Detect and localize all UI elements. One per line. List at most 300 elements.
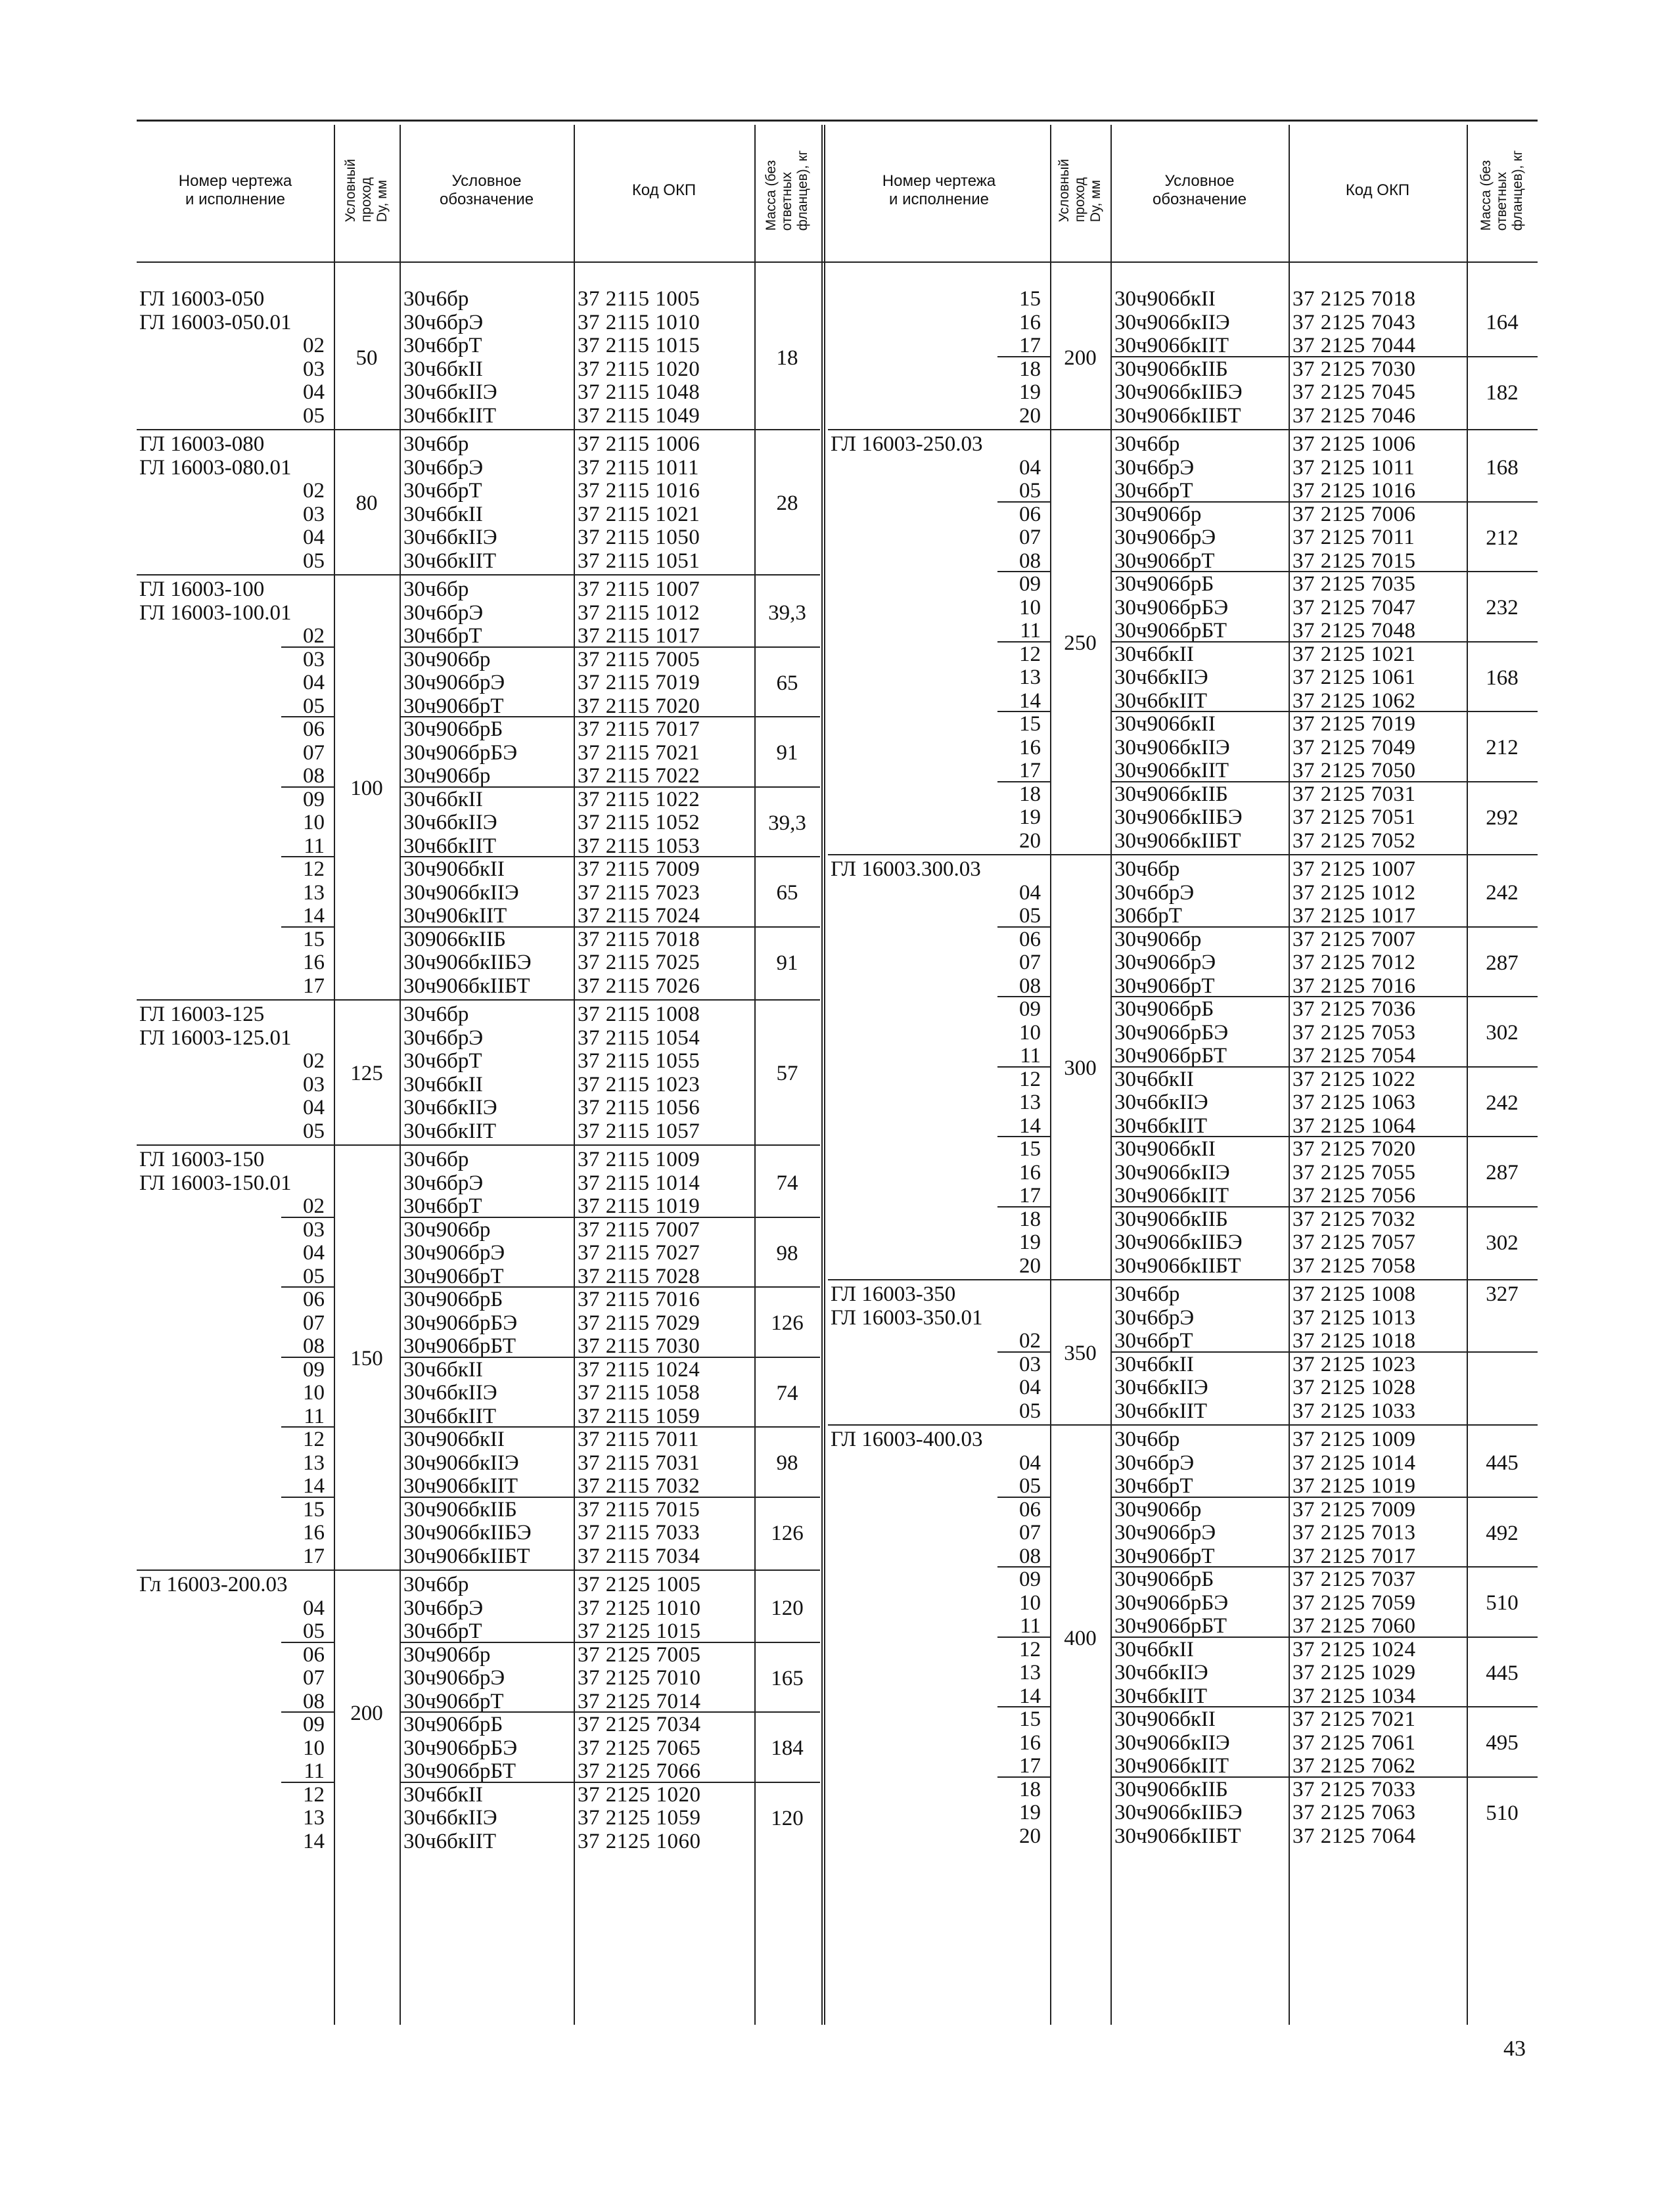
drawing-number: 16	[1019, 735, 1041, 759]
drawing-number: 17	[303, 1544, 325, 1568]
subgroup-separator	[281, 1711, 334, 1713]
drawing-number: 17	[1019, 1184, 1041, 1208]
okp-code: 37 2115 7020	[578, 694, 700, 718]
designation: 30ч6бкII	[403, 787, 483, 811]
mass-value: 57	[776, 1061, 798, 1085]
drawing-number: 11	[304, 834, 325, 858]
designation: 30ч906бкIIБТ	[1114, 828, 1241, 853]
subgroup-separator	[281, 1642, 334, 1643]
header-okp-code: Код ОКП	[631, 181, 697, 199]
okp-code: 37 2115 1010	[578, 310, 700, 334]
mass-value: 212	[1486, 736, 1519, 760]
mass-value: 91	[776, 741, 798, 765]
subgroup-separator	[1110, 1066, 1538, 1068]
designation: 30ч6брЭ	[403, 1026, 484, 1050]
subgroup-separator	[400, 1642, 820, 1643]
drawing-number: 08	[1019, 1544, 1041, 1568]
group-separator	[137, 574, 820, 576]
drawing-number: 02	[303, 479, 325, 503]
okp-code: 37 2115 1050	[578, 526, 700, 549]
designation: 30ч906брБЭ	[1114, 1020, 1229, 1045]
nominal-bore-value: 125	[350, 1061, 383, 1085]
drawing-number: 08	[303, 1334, 325, 1358]
okp-code: 37 2125 7011	[1292, 526, 1415, 549]
okp-code: 37 2125 7062	[1292, 1754, 1416, 1778]
okp-code: 37 2125 7010	[578, 1666, 701, 1690]
drawing-number: 07	[1019, 526, 1041, 549]
designation: 30ч906бкIIБ	[1114, 1777, 1228, 1801]
mass-value: 74	[776, 1171, 798, 1196]
drawing-number: 05	[303, 1119, 325, 1143]
group-separator	[137, 999, 820, 1001]
drawing-number: 02	[303, 1194, 325, 1218]
nominal-bore-value: 100	[350, 776, 383, 800]
drawing-number: 14	[1019, 1114, 1041, 1138]
drawing-number: ГЛ 16003-150.01	[139, 1171, 292, 1195]
designation: 30ч906брБ	[1114, 572, 1214, 596]
drawing-number: 10	[303, 1381, 325, 1405]
mass-value: 445	[1486, 1661, 1519, 1685]
okp-code: 37 2125 1059	[578, 1806, 701, 1830]
designation: 30ч6брЭ	[1114, 1451, 1195, 1475]
subgroup-separator	[997, 1776, 1050, 1778]
okp-code: 37 2125 7036	[1292, 997, 1416, 1021]
designation: 30ч906брБТ	[1114, 619, 1227, 643]
subgroup-separator	[281, 926, 334, 928]
subgroup-separator	[1110, 1351, 1538, 1353]
designation: 30ч906брЭ	[403, 1666, 505, 1690]
okp-code: 37 2125 1020	[578, 1782, 701, 1807]
okp-code: 37 2125 7037	[1292, 1568, 1416, 1591]
okp-code: 37 2125 7043	[1292, 310, 1416, 334]
drawing-number: 11	[304, 1404, 325, 1428]
subgroup-separator	[281, 1426, 334, 1428]
designation: 30ч906бкIIБЭ	[1114, 380, 1243, 404]
drawing-number: 08	[303, 764, 325, 788]
nominal-bore-value: 200	[1064, 346, 1097, 370]
mass-value: 242	[1486, 881, 1519, 905]
drawing-number: 17	[303, 974, 325, 998]
okp-code: 37 2125 7055	[1292, 1160, 1416, 1185]
subgroup-separator	[281, 716, 334, 717]
mass-value: 168	[1486, 666, 1519, 690]
okp-code: 37 2125 7014	[578, 1689, 701, 1713]
designation: 30ч906бкIIБТ	[403, 974, 530, 998]
okp-code: 37 2115 7026	[578, 974, 700, 998]
drawing-number: 13	[303, 1806, 325, 1830]
drawing-number: 16	[1019, 1730, 1041, 1755]
drawing-number: 04	[303, 526, 325, 549]
subgroup-separator	[281, 856, 334, 857]
half-divider	[821, 125, 825, 2025]
nominal-bore-value: 350	[1064, 1341, 1097, 1365]
drawing-number: 09	[1019, 997, 1041, 1021]
mass-value: 327	[1486, 1282, 1519, 1306]
designation: 30ч6бкIIЭ	[1114, 1376, 1208, 1399]
designation: 30ч906брЭ	[1114, 1521, 1216, 1545]
subgroup-separator	[400, 1711, 820, 1713]
column-divider	[1110, 125, 1112, 2025]
okp-code: 37 2125 7045	[1292, 380, 1416, 404]
designation: 30ч906брБ	[403, 1713, 503, 1736]
okp-code: 37 2115 7023	[578, 880, 700, 905]
nominal-bore-value: 250	[1064, 631, 1097, 655]
designation: 30ч906бкIIБТ	[1114, 1824, 1241, 1848]
designation: 30ч6бр	[1114, 1428, 1180, 1451]
drawing-number: 12	[1019, 1067, 1041, 1091]
drawing-number: 17	[1019, 334, 1041, 357]
designation: 30ч6бкII	[403, 357, 483, 381]
mass-value: 445	[1486, 1451, 1519, 1476]
subgroup-separator	[997, 1566, 1050, 1568]
nominal-bore-value: 400	[1064, 1626, 1097, 1650]
drawing-number: 05	[303, 694, 325, 718]
okp-code: 37 2125 1018	[1292, 1329, 1416, 1353]
okp-code: 37 2125 1021	[1292, 642, 1416, 666]
okp-code: 37 2125 7050	[1292, 759, 1416, 782]
okp-code: 37 2115 7034	[578, 1544, 700, 1568]
column-divider	[574, 125, 575, 2025]
drawing-number: 11	[1020, 1044, 1041, 1068]
header-drawing-number: Номер чертежа и исполнение	[882, 172, 996, 208]
subgroup-separator	[1110, 571, 1538, 572]
drawing-number: 15	[1019, 1137, 1041, 1161]
okp-code: 37 2125 7032	[1292, 1207, 1416, 1231]
okp-code: 37 2115 7018	[578, 927, 700, 951]
designation: 30ч6бкIIТ	[403, 1829, 497, 1853]
drawing-number: 04	[303, 1596, 325, 1620]
okp-code: 37 2125 7054	[1292, 1044, 1416, 1068]
group-separator	[137, 1569, 820, 1571]
subgroup-separator	[281, 786, 334, 788]
okp-code: 37 2115 1057	[578, 1119, 700, 1143]
designation: 30ч906брБЭ	[1114, 1591, 1229, 1615]
drawing-number: 19	[1019, 805, 1041, 829]
designation: 306брТ	[1114, 904, 1182, 928]
designation: 30ч6бкIIЭ	[1114, 666, 1208, 689]
designation: 30ч906брТ	[403, 1689, 504, 1713]
designation: 30ч6бкIIТ	[403, 403, 497, 428]
designation: 30ч906бкIIБЭ	[1114, 1801, 1243, 1824]
subgroup-separator	[281, 1286, 334, 1288]
designation: 30ч6бр	[1114, 1282, 1180, 1306]
header-okp-code: Код ОКП	[1345, 181, 1410, 199]
designation: 30ч906брБТ	[1114, 1044, 1227, 1068]
designation: 30ч6бр	[403, 1573, 469, 1596]
okp-code: 37 2115 1011	[578, 455, 700, 480]
mass-value: 302	[1486, 1230, 1519, 1255]
drawing-number: 14	[303, 1474, 325, 1498]
designation: 30ч906брЭ	[403, 1241, 505, 1265]
drawing-number: 15	[303, 1497, 325, 1522]
okp-code: 37 2115 1021	[578, 502, 700, 526]
okp-code: 37 2115 7029	[578, 1311, 700, 1335]
drawing-number: 13	[1019, 666, 1041, 689]
drawing-number: 20	[1019, 1253, 1041, 1278]
drawing-number: ГЛ 16003.300.03	[831, 857, 981, 881]
subgroup-separator	[400, 646, 820, 648]
mass-value: 91	[776, 951, 798, 975]
drawing-number: ГЛ 16003-250.03	[831, 432, 983, 456]
okp-code: 37 2125 1017	[1292, 904, 1416, 928]
okp-code: 37 2125 1005	[578, 1573, 701, 1596]
designation: 30ч6бр	[403, 432, 469, 456]
drawing-number: 03	[303, 1072, 325, 1096]
okp-code: 37 2115 7005	[578, 647, 700, 671]
okp-code: 37 2115 1005	[578, 287, 700, 311]
okp-code: 37 2115 1020	[578, 357, 700, 381]
okp-code: 37 2115 1049	[578, 403, 700, 428]
drawing-number: 08	[1019, 974, 1041, 998]
subgroup-separator	[1110, 1566, 1538, 1568]
drawing-number: 12	[1019, 1637, 1041, 1661]
okp-code: 37 2115 1019	[578, 1194, 700, 1218]
mass-value: 98	[776, 1241, 798, 1265]
group-separator	[137, 1144, 820, 1146]
okp-code: 37 2125 7066	[578, 1759, 701, 1783]
designation: 30ч906бр	[1114, 1497, 1202, 1522]
nominal-bore-value: 80	[355, 491, 378, 515]
okp-code: 37 2115 7019	[578, 671, 700, 694]
mass-value: 292	[1486, 805, 1519, 830]
drawing-number: 04	[1019, 880, 1041, 905]
subgroup-separator	[997, 1136, 1050, 1137]
designation: 30ч6брТ	[403, 1194, 482, 1218]
okp-code: 37 2125 7047	[1292, 595, 1416, 620]
designation: 30ч6бр	[403, 1148, 469, 1171]
drawing-number: 06	[303, 717, 325, 741]
subgroup-separator	[997, 1636, 1050, 1638]
drawing-number: 06	[303, 1642, 325, 1667]
drawing-number: 06	[1019, 927, 1041, 951]
drawing-number: 04	[1019, 1376, 1041, 1399]
drawing-number: 05	[303, 403, 325, 428]
mass-value: 168	[1486, 456, 1519, 480]
designation: 30ч6бкIIЭ	[403, 380, 497, 404]
drawing-number: 05	[303, 1619, 325, 1643]
drawing-number: 18	[1019, 1777, 1041, 1801]
okp-code: 37 2115 1008	[578, 1003, 700, 1026]
designation: 30ч906брБ	[403, 717, 503, 741]
subgroup-separator	[1110, 711, 1538, 712]
subgroup-separator	[1110, 356, 1538, 357]
drawing-number: ГЛ 16003-100.01	[139, 600, 292, 625]
designation: 30ч906бр	[1114, 502, 1202, 526]
designation: 30ч906бкIIТ	[1114, 1754, 1229, 1778]
okp-code: 37 2115 7011	[578, 1428, 700, 1451]
okp-code: 37 2115 7030	[578, 1334, 700, 1358]
mass-value: 184	[771, 1736, 804, 1761]
designation: 30ч6бкIIТ	[1114, 1399, 1208, 1423]
designation: 30ч906брБЭ	[403, 1736, 518, 1760]
designation: 30ч6брЭ	[403, 455, 484, 480]
drawing-number: 07	[303, 740, 325, 765]
mass-value: 510	[1486, 1591, 1519, 1615]
designation: 30ч906брТ	[403, 694, 504, 718]
designation: 30ч6бкIIЭ	[1114, 1661, 1208, 1684]
okp-code: 37 2125 7020	[1292, 1137, 1416, 1161]
okp-code: 37 2115 1059	[578, 1404, 700, 1428]
designation: 30ч6брЭ	[403, 1171, 484, 1195]
okp-code: 37 2115 1053	[578, 834, 700, 858]
designation: 30ч6бкIIТ	[1114, 1684, 1208, 1708]
drawing-number: 05	[1019, 1474, 1041, 1498]
drawing-number: 03	[303, 647, 325, 671]
designation: 30ч6бкIIЭ	[403, 1806, 497, 1830]
designation: 30ч6бкII	[1114, 1067, 1194, 1091]
subgroup-separator	[997, 356, 1050, 357]
page-number: 43	[1503, 2037, 1526, 2061]
drawing-number: 11	[1020, 619, 1041, 643]
subgroup-separator	[1110, 1636, 1538, 1638]
drawing-number: 08	[1019, 549, 1041, 573]
designation: 30ч906бкIIЭ	[1114, 735, 1230, 759]
subgroup-separator	[997, 571, 1050, 572]
drawing-number: 12	[303, 857, 325, 881]
designation: 30ч906брТ	[403, 1264, 504, 1288]
okp-code: 37 2125 7056	[1292, 1184, 1416, 1208]
subgroup-separator	[1110, 996, 1538, 997]
okp-code: 37 2125 1016	[1292, 479, 1416, 503]
mass-value: 74	[776, 1381, 798, 1405]
designation: 30ч906брТ	[1114, 549, 1215, 573]
drawing-number: 03	[303, 502, 325, 526]
okp-code: 37 2115 7021	[578, 740, 700, 765]
drawing-number: 19	[1019, 380, 1041, 404]
okp-code: 37 2115 7015	[578, 1497, 700, 1522]
designation: 30ч906бкII	[403, 857, 505, 881]
okp-code: 37 2125 1009	[1292, 1428, 1416, 1451]
designation: 30ч906бкIIБЭ	[1114, 1230, 1243, 1254]
okp-code: 37 2115 7025	[578, 951, 700, 974]
drawing-number: 05	[1019, 1399, 1041, 1423]
okp-code: 37 2115 7009	[578, 857, 700, 881]
okp-code: 37 2125 7063	[1292, 1801, 1416, 1824]
group-separator	[828, 1279, 1538, 1280]
drawing-number: 05	[303, 1264, 325, 1288]
nominal-bore-value: 300	[1064, 1056, 1097, 1080]
drawing-number: ГЛ 16003-125	[139, 1003, 265, 1026]
drawing-number: 13	[303, 1451, 325, 1475]
designation: 30ч6бкIIТ	[1114, 1114, 1208, 1138]
designation: 30ч6бр	[1114, 432, 1180, 456]
okp-code: 37 2115 1022	[578, 787, 700, 811]
designation: 30ч6бкIIТ	[403, 1119, 497, 1143]
valve-specification-table	[137, 120, 1538, 2025]
okp-code: 37 2115 1058	[578, 1381, 700, 1405]
designation: 30ч906бр	[403, 1642, 491, 1667]
drawing-number: 09	[1019, 1568, 1041, 1591]
drawing-number: ГЛ 16003-125.01	[139, 1026, 292, 1050]
subgroup-separator	[1110, 926, 1538, 928]
drawing-number: 18	[1019, 357, 1041, 381]
mass-value: 164	[1486, 311, 1519, 335]
designation: 30ч6брТ	[403, 1619, 482, 1643]
designation: 30ч906бр	[403, 1217, 491, 1242]
designation: 30ч906кIIТ	[403, 904, 507, 928]
designation: 30ч6брЭ	[403, 1596, 484, 1620]
okp-code: 37 2125 1019	[1292, 1474, 1416, 1498]
header-drawing-number: Номер чертежа и исполнение	[178, 172, 292, 208]
drawing-number: 19	[1019, 1801, 1041, 1824]
okp-code: 37 2115 7022	[578, 764, 700, 788]
subgroup-separator	[1110, 1206, 1538, 1208]
designation: 30ч6бр	[1114, 857, 1180, 881]
mass-value: 232	[1486, 596, 1519, 620]
designation: 30ч906бкIIБЭ	[403, 1521, 532, 1545]
okp-code: 37 2125 7058	[1292, 1253, 1416, 1278]
drawing-number: 20	[1019, 1824, 1041, 1848]
designation: 30ч906бкIIБЭ	[403, 951, 532, 974]
okp-code: 37 2115 1051	[578, 549, 700, 573]
header-bottom-rule	[137, 261, 1538, 263]
drawing-number: 12	[303, 1782, 325, 1807]
designation: 30ч906бкII	[1114, 1137, 1216, 1161]
drawing-number: 15	[1019, 1707, 1041, 1731]
designation: 30ч906брБТ	[1114, 1614, 1227, 1638]
mass-value: 182	[1486, 380, 1519, 405]
designation: 30ч906бкII	[1114, 287, 1216, 311]
okp-code: 37 2125 1008	[1292, 1282, 1416, 1306]
drawing-number: 02	[303, 1049, 325, 1073]
designation: 30ч906бкIIЭ	[403, 880, 519, 905]
okp-code: 37 2115 1009	[578, 1148, 700, 1171]
okp-code: 37 2125 1024	[1292, 1637, 1416, 1661]
drawing-number: 10	[1019, 1591, 1041, 1615]
okp-code: 37 2115 1016	[578, 479, 700, 503]
designation: 30ч6бкIIЭ	[403, 811, 497, 834]
drawing-number: 06	[1019, 1497, 1041, 1522]
okp-code: 37 2125 1062	[1292, 688, 1416, 713]
mass-value: 302	[1486, 1021, 1519, 1045]
designation: 30ч906брБТ	[403, 1759, 516, 1783]
okp-code: 37 2125 7061	[1292, 1730, 1416, 1755]
subgroup-separator	[400, 1426, 820, 1428]
drawing-number: 04	[303, 1241, 325, 1265]
designation: 30ч6брТ	[403, 624, 482, 648]
okp-code: 37 2115 1055	[578, 1049, 700, 1073]
okp-code: 37 2125 7060	[1292, 1614, 1416, 1638]
designation: 30ч906бкIIБТ	[1114, 403, 1241, 428]
okp-code: 37 2125 1033	[1292, 1399, 1416, 1423]
drawing-number: 16	[1019, 310, 1041, 334]
subgroup-separator	[997, 1706, 1050, 1707]
drawing-number: ГЛ 16003-350.01	[831, 1305, 983, 1330]
okp-code: 37 2125 1022	[1292, 1067, 1416, 1091]
subgroup-separator	[997, 501, 1050, 503]
designation: 30ч906бкIIЭ	[403, 1451, 519, 1475]
okp-code: 37 2115 7033	[578, 1521, 700, 1545]
okp-code: 37 2115 1015	[578, 334, 700, 357]
column-divider	[1289, 125, 1290, 2025]
designation: 30ч6бкII	[403, 1357, 483, 1382]
drawing-number: 04	[303, 380, 325, 404]
okp-code: 37 2115 1012	[578, 600, 700, 625]
okp-code: 37 2125 7049	[1292, 735, 1416, 759]
column-divider	[400, 125, 401, 2025]
designation: 30ч6брЭ	[1114, 1305, 1195, 1330]
designation: 30ч906бкIIТ	[1114, 334, 1229, 357]
designation: 30ч906брБЭ	[403, 740, 518, 765]
designation: 30ч906бкII	[1114, 712, 1216, 736]
drawing-number: 04	[303, 671, 325, 694]
mass-value: 120	[771, 1806, 804, 1830]
mass-value: 28	[776, 491, 798, 515]
designation: 30ч906бкIIТ	[1114, 759, 1229, 782]
okp-code: 37 2125 7052	[1292, 828, 1416, 853]
mass-value: 287	[1486, 1161, 1519, 1185]
header-designation: Условное обозначение	[1152, 172, 1247, 208]
